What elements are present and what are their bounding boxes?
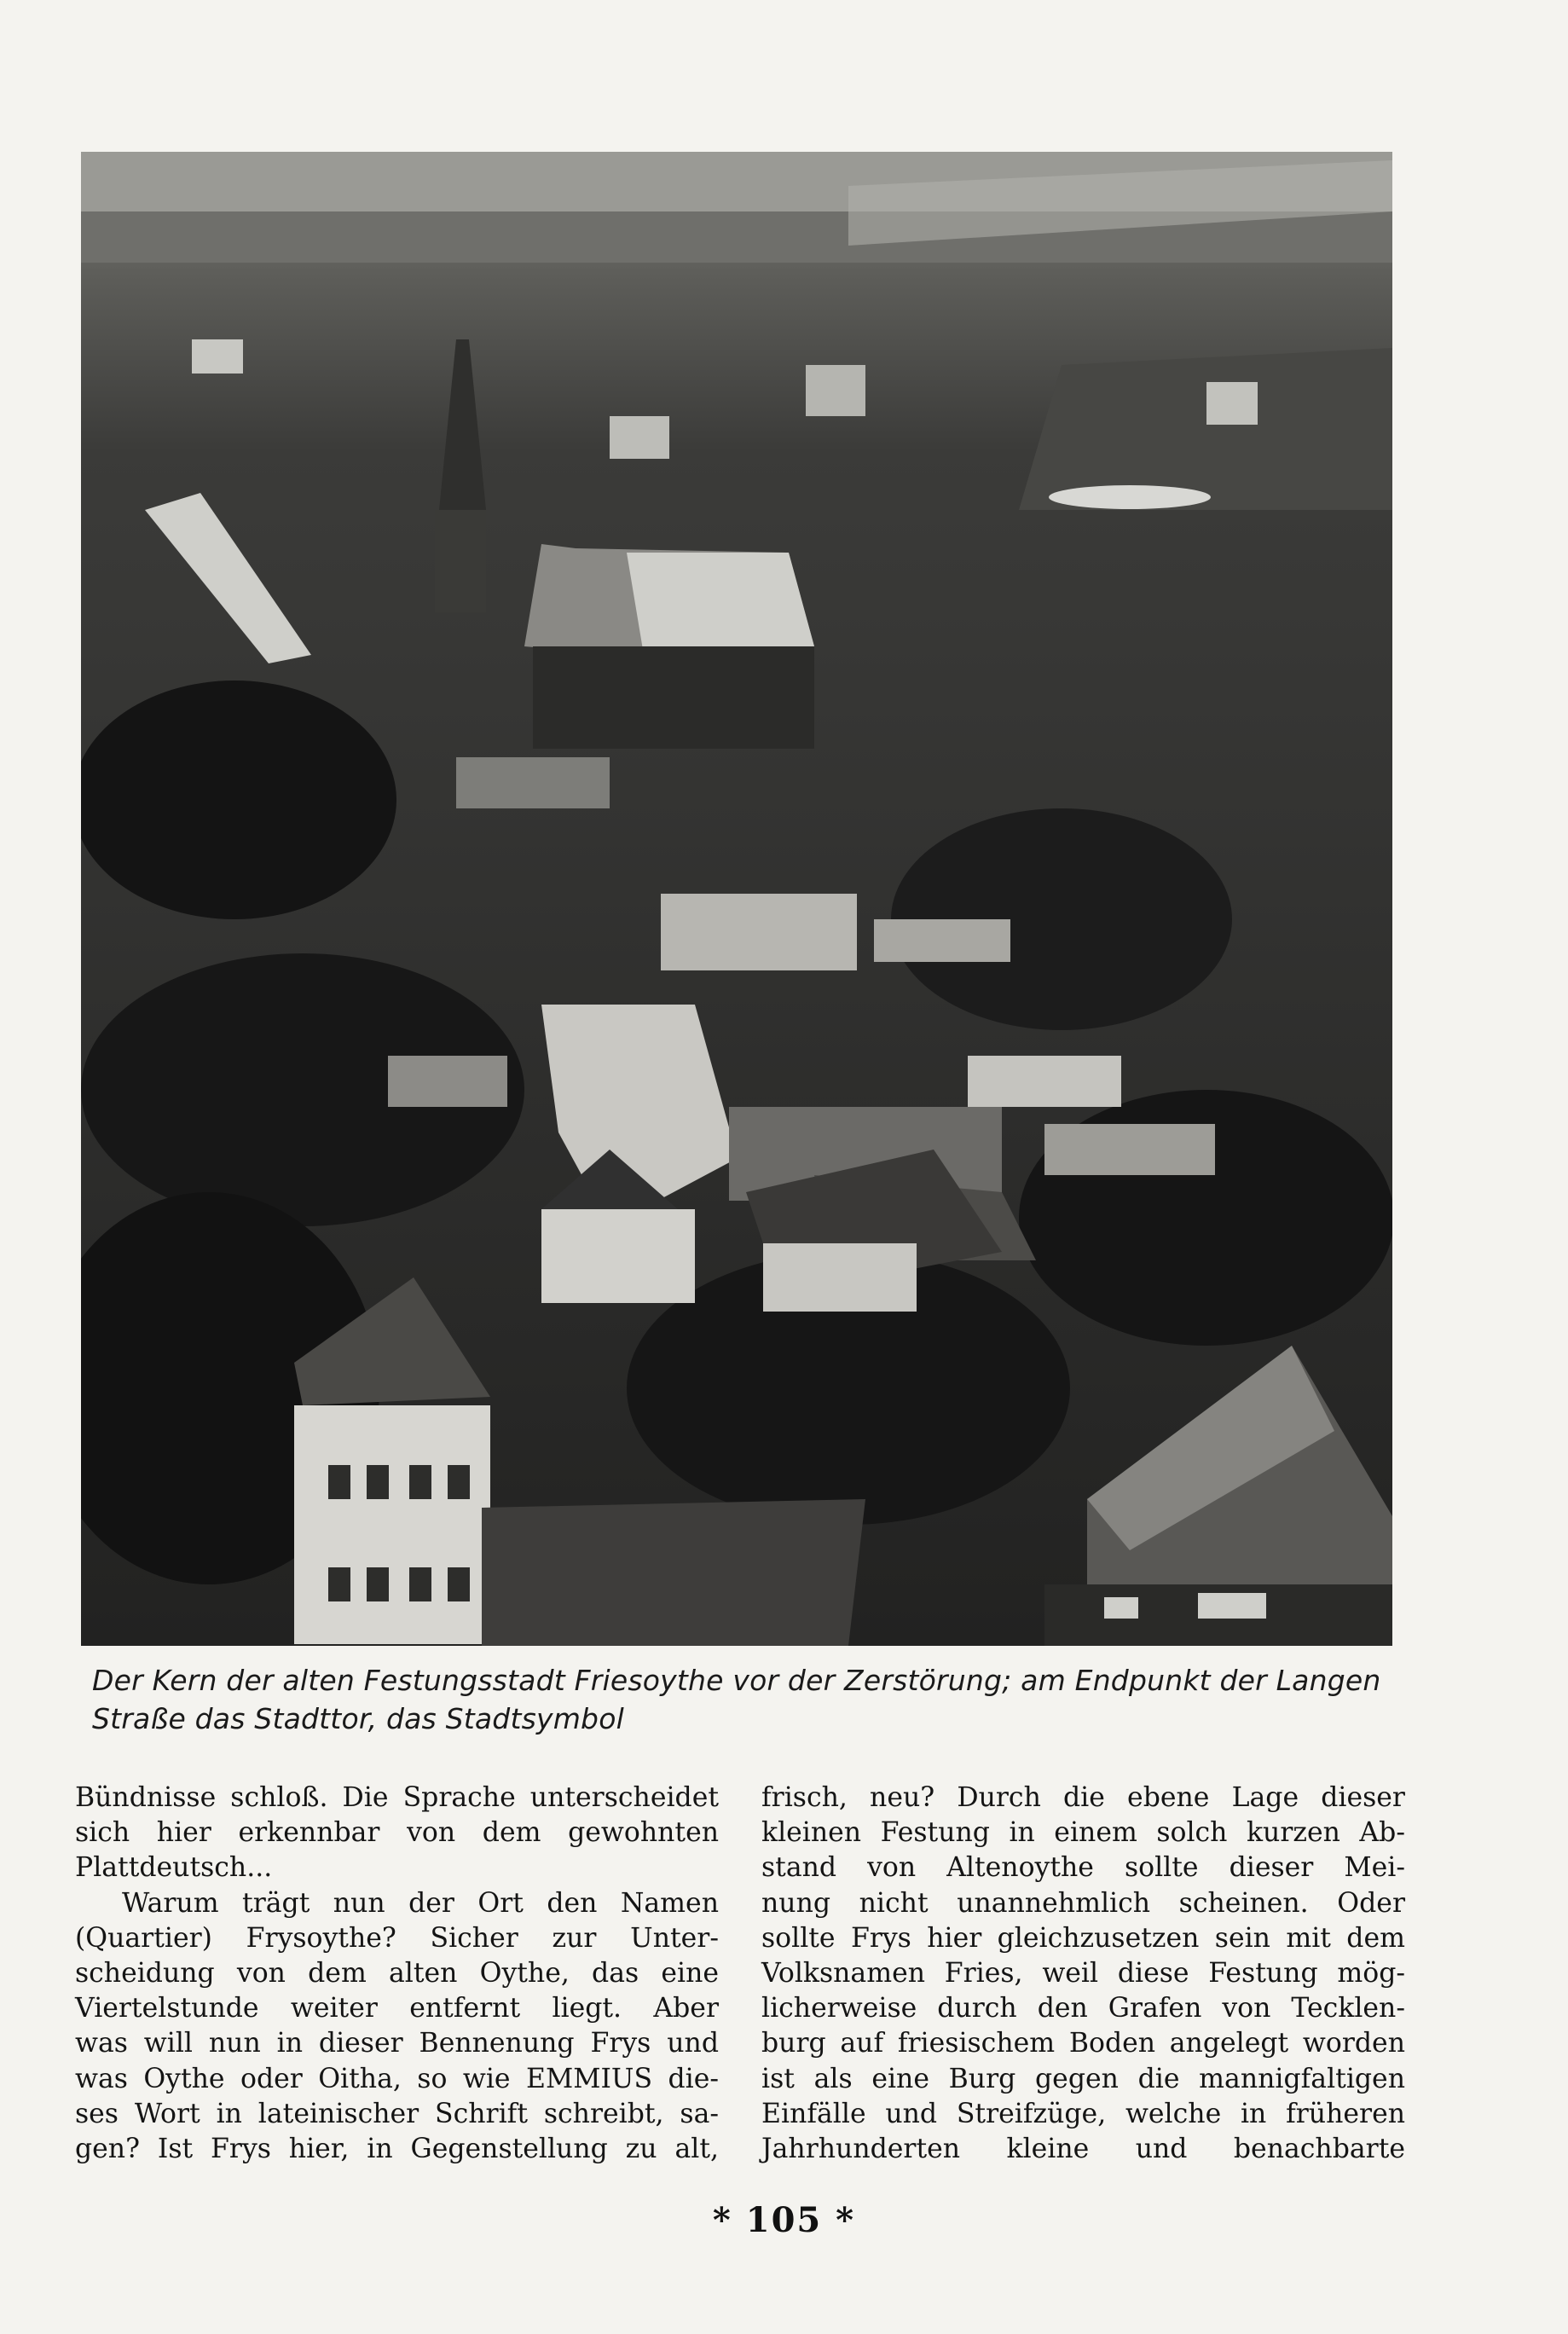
text-line: Jahrhunderten kleine und benachbarte (761, 2133, 1405, 2164)
left-text-column (75, 1781, 719, 2167)
text-line: frisch, neu? Durch die ebene Lage dieser (761, 1782, 1405, 1813)
page-number: * 105 * (712, 2200, 856, 2240)
caption-line: Der Kern der alten Festungsstadt Friesoythe vor der Zerstörung; am Endpunkt der Langen (92, 1664, 1381, 1697)
text-line: Plattdeutsch... (75, 1852, 273, 1884)
text-line: kleinen Festung in einem solch kurzen Ab- (761, 1817, 1405, 1849)
text-line: Volksnamen Fries, weil diese Festung mög- (761, 1957, 1405, 1989)
text-line: was will nun in dieser Bennenung Frys und (75, 2028, 719, 2059)
text-line: gen? Ist Frys hier, in Gegenstellung zu alt, (75, 2133, 719, 2164)
text-line: burg auf friesischem Boden angelegt worden (761, 2028, 1405, 2059)
text-line: sollte Frys hier gleichzusetzen sein mit dem (761, 1922, 1405, 1954)
aerial-town-photo (81, 152, 1392, 1646)
text-line: sich hier erkennbar von dem gewohnten (75, 1817, 719, 1849)
text-line: Warum trägt nun der Ort den Namen (122, 1887, 719, 1919)
text-line: stand von Altenoythe sollte dieser Mei- (761, 1852, 1405, 1884)
text-line: ist als eine Burg gegen die mannigfaltigen (761, 2063, 1405, 2094)
photo-illustration (81, 152, 1392, 1646)
caption-line: Straße das Stadttor, das Stadtsymbol (92, 1702, 624, 1735)
text-line: Einfälle und Streifzüge, welche in früheren (761, 2098, 1405, 2129)
text-line: licherweise durch den Grafen von Tecklen- (761, 1993, 1405, 2024)
text-line: ses Wort in lateinischer Schrift schreibt, sa- (75, 2098, 719, 2129)
text-line: nung nicht unannehmlich scheinen. Oder (761, 1887, 1405, 1919)
photo-caption (92, 1661, 1397, 1738)
text-line: Viertelstunde weiter entfernt liegt. Aber (75, 1993, 719, 2024)
right-text-column (761, 1781, 1405, 2167)
text-line: was Oythe oder Oitha, so wie EMMIUS die- (75, 2063, 719, 2094)
text-line: Bündnisse schloß. Die Sprache unterscheidet (75, 1782, 719, 1813)
text-line: (Quartier) Frysoythe? Sicher zur Unter- (75, 1922, 719, 1954)
text-line: scheidung von dem alten Oythe, das eine (75, 1957, 719, 1989)
